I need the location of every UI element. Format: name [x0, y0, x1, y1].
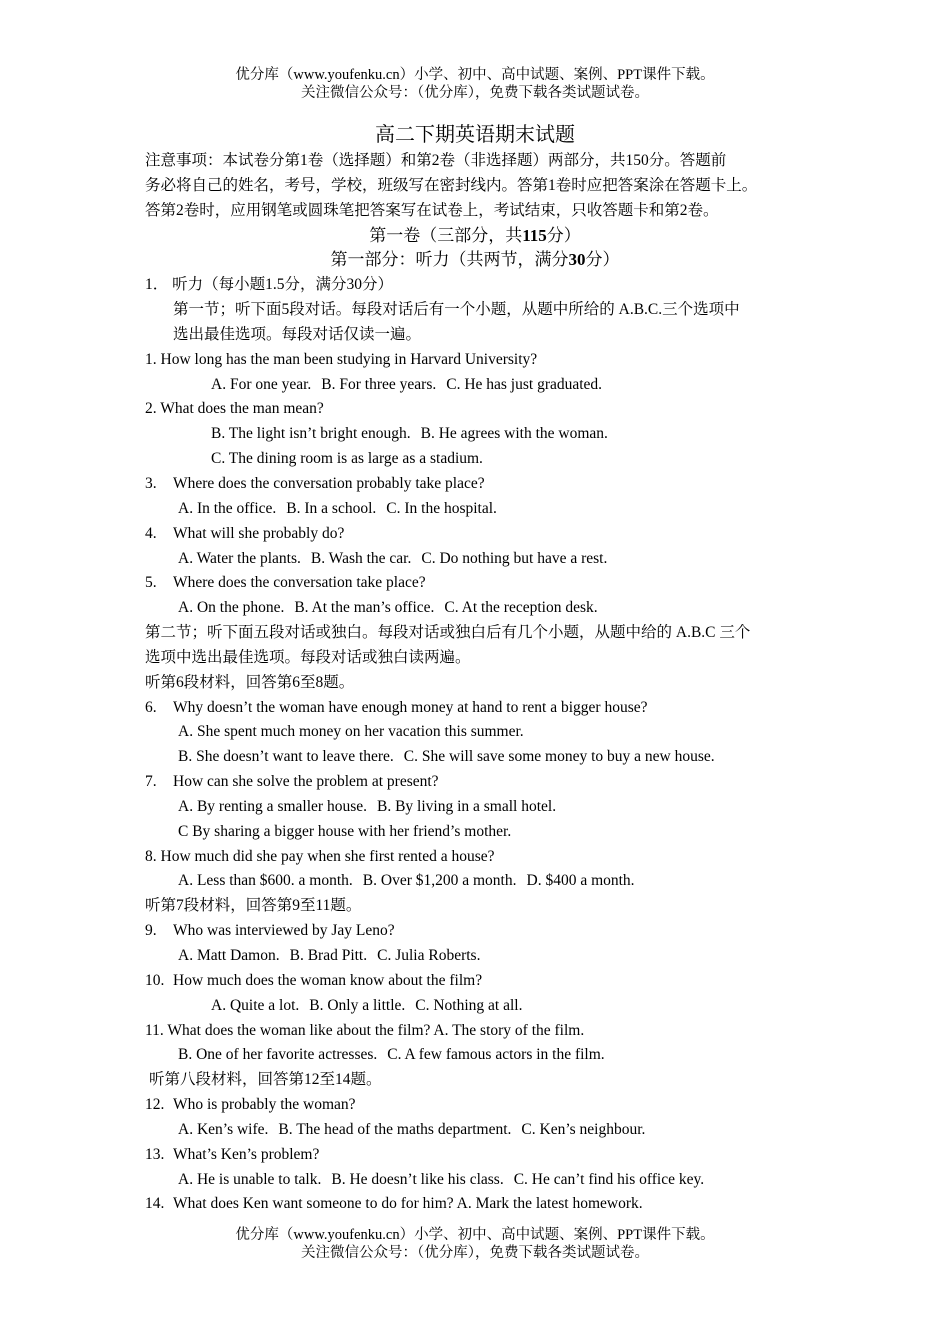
- segment-instruction: 听第6段材料，回答第6至8题。: [145, 673, 355, 691]
- exam-title: 高二下期英语期末试题: [375, 124, 575, 146]
- options-9: [145, 944, 825, 969]
- option: B. One of her favorite actresses.: [178, 1046, 378, 1064]
- option: A. Matt Damon.: [178, 947, 280, 964]
- option: C. Julia Roberts.: [377, 947, 481, 964]
- option: B. She doesn’t want to leave there.: [178, 748, 394, 766]
- option: B. The head of the maths department.: [278, 1120, 512, 1138]
- options-7: [145, 795, 825, 820]
- options-6: [145, 745, 825, 770]
- option: A. She spent much money on her vacation this summer.: [178, 723, 524, 741]
- question-text: Who was interviewed by Jay Leno?: [173, 922, 395, 940]
- option: A. Quite a lot.: [211, 996, 300, 1014]
- question-number: 4.: [145, 524, 157, 542]
- question-text: What’s Ken’s problem?: [173, 1145, 320, 1163]
- question-text: What does Ken want someone to do for him? A. Mark the latest homework.: [173, 1195, 643, 1213]
- option: D. $400 a month.: [526, 872, 635, 890]
- section2-intro: 选项中选出最佳选项。每段对话或独白读两遍。: [145, 648, 471, 666]
- question-4: [145, 522, 825, 547]
- question-text: What will she probably do?: [173, 524, 345, 542]
- options-2: [145, 422, 825, 447]
- segment-instruction: 听第7段材料，回答第9至11题。: [145, 897, 362, 915]
- part-heading: [145, 248, 805, 273]
- question-2: 2. What does the man mean?: [145, 400, 324, 418]
- header-line-1: 优分库（www.youfenku.cn）小学、初中、高中试题、案例、PPT课件下载。: [235, 67, 715, 83]
- option: C By sharing a bigger house with her friend’s mother.: [178, 822, 512, 840]
- question-number: 7.: [145, 773, 157, 791]
- option: A. Ken’s wife.: [178, 1120, 269, 1138]
- question-13: [145, 1143, 825, 1168]
- option: B. By living in a small hotel.: [376, 797, 557, 815]
- option: B. The light isn’t bright enough.: [211, 425, 411, 443]
- page-footer: [0, 1226, 950, 1262]
- question-1: 1. How long has the man been studying in Harvard University?: [145, 350, 538, 368]
- option: B. In a school.: [286, 499, 377, 517]
- option: B. Wash the car.: [310, 549, 412, 567]
- question-9: [145, 919, 825, 944]
- option: B. He doesn’t like his class.: [331, 1170, 504, 1188]
- option: A. In the office.: [178, 499, 277, 517]
- volume-heading: [145, 224, 805, 249]
- question-number: 9.: [145, 922, 157, 940]
- question-10: [145, 969, 825, 994]
- part-score: 30: [568, 250, 586, 270]
- notice-line: 答第2卷时，应用钢笔或圆珠笔把答案写在试卷上，考试结束，只收答题卡和第2卷。: [145, 201, 719, 219]
- part-heading-prefix: 第一部分：听力（共两节，满分: [330, 250, 569, 270]
- options-2: [145, 447, 825, 472]
- options-8: [145, 869, 825, 894]
- question-8: 8. How much did she pay when she first rented a house?: [145, 847, 495, 865]
- option: B. For three years.: [321, 375, 437, 393]
- question-text: Why doesn’t the woman have enough money at hand to rent a bigger house?: [173, 698, 648, 716]
- options-7: [145, 820, 825, 845]
- listening-heading: 1． 听力（每小题1.5分，满分30分）: [145, 276, 394, 294]
- options-4: [145, 547, 825, 572]
- page-header: [0, 66, 950, 102]
- question-number: 10.: [145, 971, 165, 989]
- question-number: 12.: [145, 1096, 165, 1114]
- question-number: 5.: [145, 574, 157, 592]
- option: B. Brad Pitt.: [289, 947, 368, 964]
- question-text: Where does the conversation probably take place?: [173, 474, 485, 492]
- volume-heading-suffix: 分）: [546, 225, 581, 245]
- options-10: [145, 994, 825, 1019]
- options-11: [145, 1043, 825, 1068]
- question-text: Where does the conversation take place?: [173, 574, 426, 592]
- question-12: [145, 1093, 825, 1118]
- question-11: 11. What does the woman like about the film? A. The story of the film.: [145, 1021, 585, 1039]
- option: B. He agrees with the woman.: [420, 425, 608, 443]
- question-6: [145, 696, 825, 721]
- options-6: [145, 720, 825, 745]
- option: C. Ken’s neighbour.: [521, 1120, 646, 1138]
- question-text: How much does the woman know about the film?: [173, 971, 483, 989]
- question-5: [145, 571, 825, 596]
- exam-body: [145, 149, 825, 1217]
- option: B. Only a little.: [309, 996, 406, 1014]
- option: C. At the reception desk.: [444, 599, 598, 617]
- question-text: How can she solve the problem at present?: [173, 773, 439, 791]
- options-1: [145, 373, 825, 398]
- option: A. For one year.: [211, 375, 312, 393]
- question-number: 3.: [145, 474, 157, 492]
- volume-heading-prefix: 第一卷（三部分，共: [369, 225, 523, 245]
- segment-instruction: 听第八段材料，回答第12至14题。: [149, 1071, 382, 1089]
- notice-line: 务必将自己的姓名，考号，学校，班级写在密封线内。答第1卷时应把答案涂在答题卡上。: [145, 176, 758, 194]
- notice-line: 注意事项：本试卷分第1卷（选择题）和第2卷（非选择题）两部分，共150分。答题前: [145, 152, 727, 169]
- options-5: [145, 596, 825, 621]
- section1-intro: 第一节；听下面5段对话。每段对话后有一个小题，从题中所给的 A.B.C.三个选项中: [173, 301, 740, 319]
- options-13: [145, 1168, 825, 1193]
- option: A. On the phone.: [178, 599, 285, 617]
- option: A. He is unable to talk.: [178, 1170, 322, 1188]
- option: A. Water the plants.: [178, 549, 301, 567]
- option: A. By renting a smaller house.: [178, 797, 367, 815]
- section2-intro: 第二节；听下面五段对话或独白。每段对话或独白后有几个小题，从题中给的 A.B.C 三个: [145, 624, 751, 642]
- question-number: 6.: [145, 698, 157, 716]
- option: C. He can’t find his office key.: [513, 1170, 705, 1188]
- question-text: Who is probably the woman?: [173, 1096, 356, 1114]
- option: C. A few famous actors in the film.: [387, 1046, 605, 1064]
- question-7: [145, 770, 825, 795]
- options-12: [145, 1118, 825, 1143]
- volume-score: 115: [522, 225, 547, 245]
- option: C. She will save some money to buy a new house.: [403, 748, 715, 766]
- question-3: [145, 472, 825, 497]
- footer-line-1: 优分库（www.youfenku.cn）小学、初中、高中试题、案例、PPT课件下载。: [235, 1227, 715, 1243]
- question-14: [145, 1192, 825, 1217]
- header-line-2: 关注微信公众号：（优分库），免费下载各类试题试卷。: [301, 85, 649, 101]
- option: C. Nothing at all.: [415, 996, 523, 1014]
- question-number: 13.: [145, 1145, 165, 1163]
- question-number: 14.: [145, 1195, 165, 1213]
- footer-line-2: 关注微信公众号：（优分库），免费下载各类试题试卷。: [301, 1245, 649, 1261]
- option: A. Less than $600. a month.: [178, 872, 353, 890]
- option: B. Over $1,200 a month.: [362, 872, 517, 890]
- options-3: [145, 497, 825, 522]
- section1-intro: 选出最佳选项。每段对话仅读一遍。: [173, 325, 422, 343]
- part-heading-suffix: 分）: [585, 250, 620, 270]
- option: C. The dining room is as large as a stadium.: [211, 450, 483, 468]
- option: C. Do nothing but have a rest.: [421, 549, 608, 567]
- option: C. In the hospital.: [386, 499, 497, 517]
- option: B. At the man’s office.: [294, 599, 435, 617]
- option: C. He has just graduated.: [446, 375, 603, 393]
